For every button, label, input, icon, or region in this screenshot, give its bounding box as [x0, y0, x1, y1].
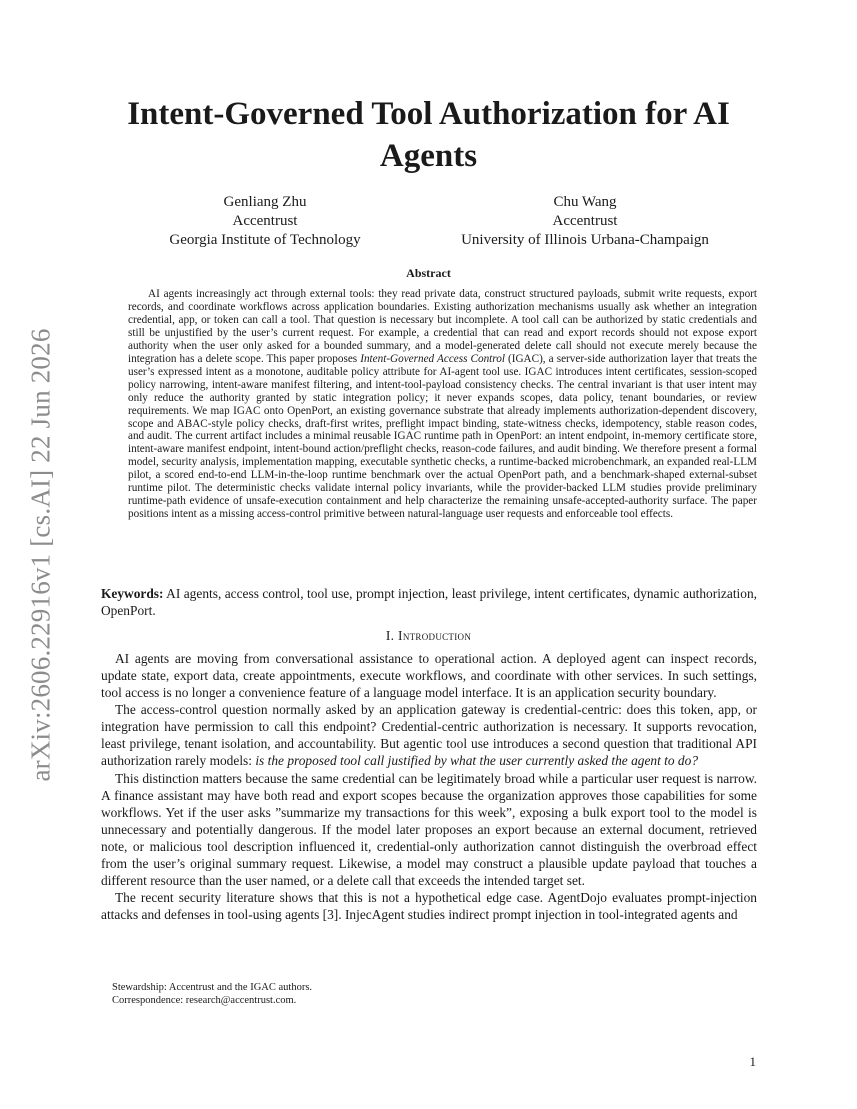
body-paragraph: AI agents are moving from conversational assistance to operational action. A deployed agent can inspect records, update state, export data, create appointments, execute workflows, and coordinate with other services. In such settings, tool access is no longer a convenience feature of a language model interface. It is an application security boundary.	[101, 651, 757, 701]
author-affiliation: University of Illinois Urbana-Champaign	[461, 232, 709, 248]
author-name: Genliang Zhu	[223, 194, 307, 210]
section-heading-introduction	[100, 628, 757, 644]
author-affiliation: Georgia Institute of Technology	[169, 232, 361, 248]
body-paragraph	[101, 701, 757, 769]
section-number: I.	[385, 628, 399, 643]
keywords-label: Keywords:	[101, 586, 164, 601]
abstract-body	[128, 288, 757, 521]
section-title: Introduction	[398, 628, 472, 643]
author-affiliation: Accentrust	[552, 213, 618, 229]
footnote-stewardship: Stewardship: Accentrust and the IGAC authors.	[112, 982, 313, 993]
abstract-heading: Abstract	[406, 266, 451, 280]
author-name: Chu Wang	[553, 194, 617, 210]
keywords-list: AI agents, access control, tool use, prompt injection, least privilege, intent certificates, dynamic authorization, OpenPort.	[101, 586, 757, 618]
body-paragraph: This distinction matters because the same credential can be legitimately broad while a particular user request is narrow. A finance assistant may have both read and export scopes because the organization approves those capabilities for some workflows. Yet if the user asks ”summarize my transactions for this week”, exposing a bulk export tool to the model is unnecessary and potentially dangerous. If the model later proposes an export because an external document, retrieved note, or malicious tool description influenced it, credential-only authorization cannot distinguish the overbroad effect from the user’s original summary request. Likewise, a model may construct a plausible update payload that touches a different resource than the user named, or a delete call that exceeds the intended target set.	[101, 770, 757, 889]
body-text: The access-control question normally asked by an application gateway is credential-centric: does this token, app, or integration have permission to call this endpoint? Credential-centric authorization is necessary. It supports revocation, least privilege, tenant isolation, and accountability. But agentic tool use introduces a second question that traditional API authorization rarely models:	[101, 702, 757, 769]
body-paragraph: The recent security literature shows that this is not a hypothetical edge case. AgentDojo evaluates prompt-injection attacks and defenses in tool-using agents [3]. InjecAgent studies indirect prompt injection in tool-integrated agents and	[101, 890, 757, 923]
page-number: 1	[749, 1054, 756, 1069]
paper-title: Intent-Governed Tool Authorization for AI Agents	[127, 96, 730, 174]
author-block-1	[130, 193, 400, 250]
arxiv-identifier-stamp: arXiv:2606.22916v1 [cs.AI] 22 Jun 2026	[25, 328, 56, 782]
abstract-text: (IGAC), a server-side authorization layer that treats the user’s expressed intent as a monotone, auditable policy attribute for AI-agent tool use. IGAC introduces intent certificates, session-scoped policy narrowing, intent-aware manifest filtering, and intent-tool-payload consistency checks. The central invariant is that user intent may only reduce the authority granted by static integration policy; it never expands scopes, data policy, tenant boundaries, or review requirements. We map IGAC onto OpenPort, an existing governance substrate that already implements authorization-dependent discovery, scope and ABAC-style policy checks, draft-first writes, preflight impact binding, state-witness checks, idempotency, stable reason codes, and audit. The current artifact includes a minimal reusable IGAC runtime path in OpenPort: an intent endpoint, in-memory certificate store, intent-aware manifest endpoint, intent-bound action/preflight checks, reason-code failures, and audit binding. We therefore present a formal model, security analysis, implementation mapping, executable synthetic checks, a runtime-backed microbenchmark, an expanded real-LLM pilot, a scored end-to-end LLM-in-the-loop runtime benchmark over the actual OpenPort path, and a benchmark-shaped external-subset runtime pilot. The deterministic checks validate internal policy invariants, while the provider-backed LLM studies provide preliminary runtime-path evidence of unsafe-execution containment and help characterize the remaining unsafe-accepted-authority surface. The paper positions intent as a missing access-control primitive between natural-language user requests and enforceable tool effects.	[128, 352, 757, 521]
body-emphasis: is the proposed tool call justified by what the user currently asked the agent to do?	[255, 753, 699, 769]
abstract-text: AI agents increasingly act through external tools: they read private data, construct structured payloads, submit write requests, export records, and coordinate workflows across application boundaries. Existing authorization mechanisms usually ask whether an integration credential, app, or token can call a tool. That question is necessary but incomplete. A tool call can be authorized by static credentials and still be unjustified by the user’s current request. For example, a credential that can read and export records should not expose export authority when the user only asked for a bounded summary, and a model-generated delete call should not execute merely because the integration has a delete scope. This paper proposes	[128, 288, 757, 365]
author-affiliation: Accentrust	[232, 213, 298, 229]
introduction-body	[101, 650, 757, 923]
footnote-correspondence: Correspondence: research@accentrust.com.	[112, 995, 297, 1006]
keywords	[101, 585, 757, 619]
footnotes	[112, 981, 752, 1007]
author-block-2	[440, 193, 730, 250]
abstract-emphasis: Intent-Governed Access Control	[360, 352, 505, 365]
